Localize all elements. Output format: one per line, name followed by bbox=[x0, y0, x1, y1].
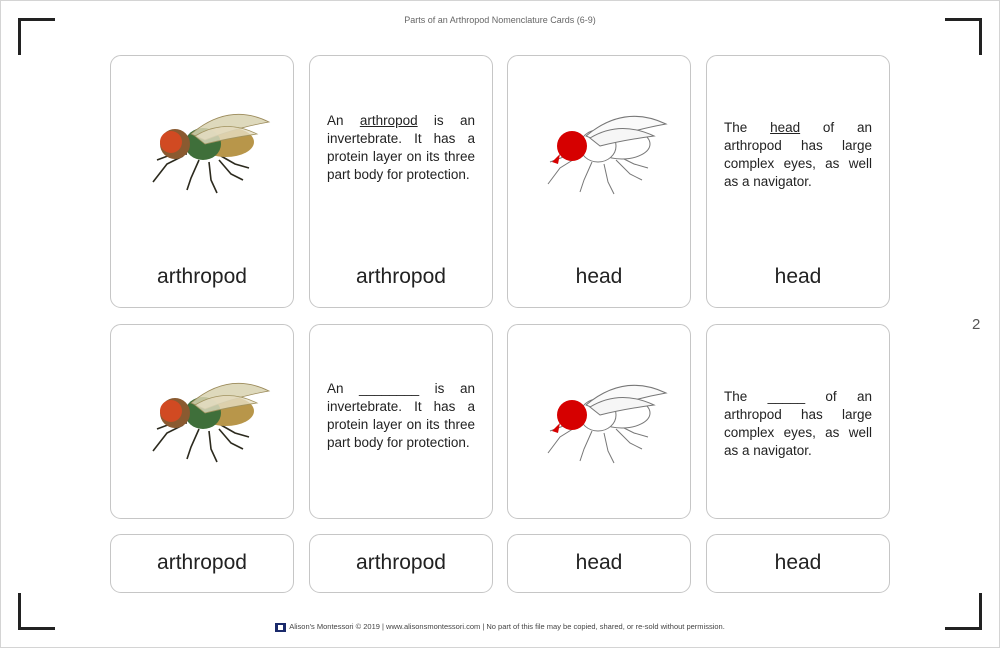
definition-card-head-blank bbox=[706, 324, 890, 519]
definition-card-arthropod-blank bbox=[309, 324, 493, 519]
label-card-head bbox=[706, 534, 890, 593]
control-card-arthropod-picture bbox=[110, 55, 294, 308]
card-label: head bbox=[774, 265, 822, 288]
page-header: Parts of an Arthropod Nomenclature Cards (6-9) bbox=[404, 15, 596, 25]
label-card-arthropod bbox=[110, 534, 294, 593]
card-label: arthropod bbox=[157, 265, 247, 288]
label-card-head bbox=[507, 534, 691, 593]
definition-term: head bbox=[770, 120, 801, 135]
definition-text-start: The bbox=[724, 120, 771, 135]
definition-text-blank: The _____ of an arthropod has large complex eyes, as well as a navigator. bbox=[724, 389, 872, 458]
definition-text bbox=[724, 119, 872, 191]
card-label: head bbox=[575, 551, 623, 574]
picture-card-arthropod bbox=[110, 324, 294, 519]
page-number: 2 bbox=[972, 316, 981, 333]
card-label: arthropod bbox=[356, 551, 446, 574]
label-card-arthropod bbox=[309, 534, 493, 593]
card-label: head bbox=[774, 551, 822, 574]
definition-card-arthropod bbox=[309, 55, 493, 308]
definition-text-end: is an invertebrate. It has a protein layer on its three part body for protection. bbox=[327, 113, 475, 182]
picture-card-head bbox=[507, 324, 691, 519]
definition-text bbox=[327, 112, 475, 184]
card-label: arthropod bbox=[157, 551, 247, 574]
footer bbox=[0, 622, 1000, 632]
definition-text-end: of an arthropod has large complex eyes, as well as a navigator. bbox=[724, 120, 873, 189]
montessori-logo-icon bbox=[275, 623, 286, 632]
fly-illustration-icon bbox=[131, 367, 275, 467]
card-label: arthropod bbox=[356, 265, 446, 288]
fly-outline-head-highlighted-icon bbox=[526, 367, 672, 467]
definition-text-start: An bbox=[327, 113, 360, 128]
control-card-head-picture bbox=[507, 55, 691, 308]
card-label: head bbox=[575, 265, 623, 288]
fly-illustration-icon bbox=[131, 98, 275, 198]
definition-term: arthropod bbox=[359, 113, 418, 128]
fly-outline-head-highlighted-icon bbox=[526, 98, 672, 198]
definition-card-head bbox=[706, 55, 890, 308]
footer-text: Alison's Montessori © 2019 | www.alisonsmontessori.com | No part of this file may be copied, shared, or re-sold without permission. bbox=[289, 622, 725, 631]
definition-text-blank: An ________ is an invertebrate. It has a protein layer on its three part body for protection. bbox=[327, 381, 475, 450]
